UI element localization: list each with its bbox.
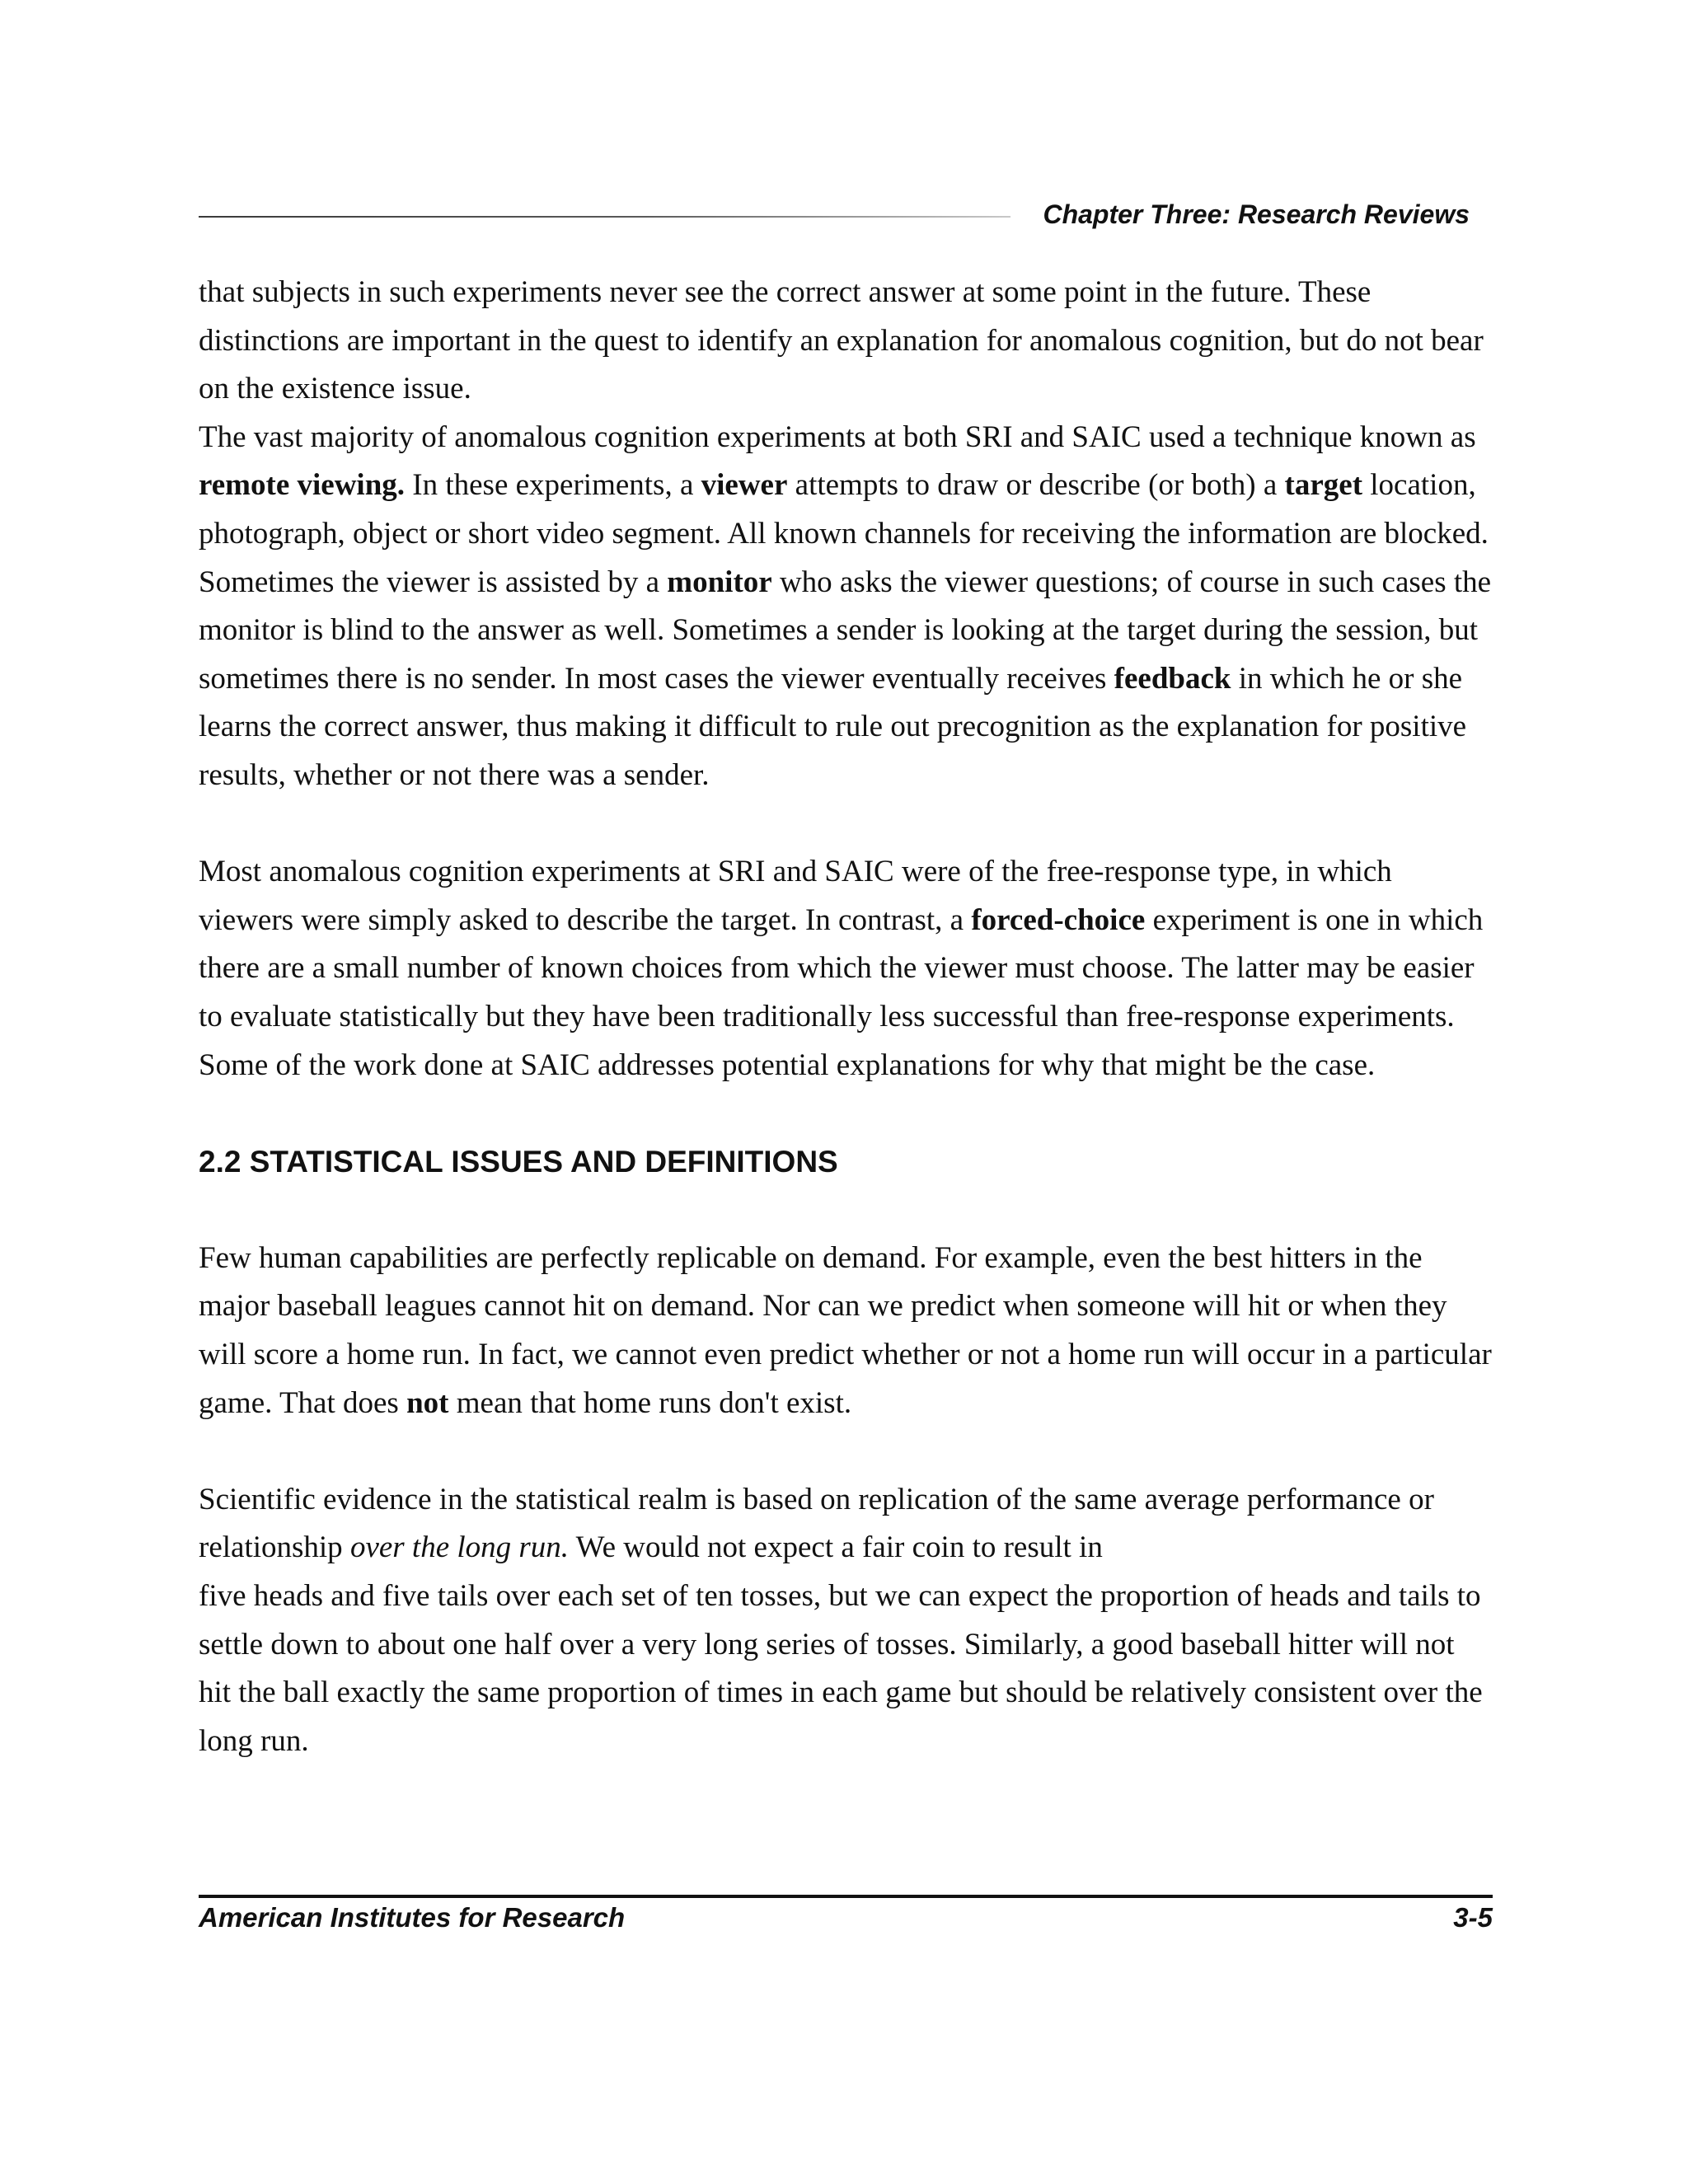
text-run: In these experiments, a: [405, 468, 701, 503]
text-run: in which he or she learns the correct answer, thus making it difficult to rule out precognition as the explanation for positive results, whether or not there was a sender.: [199, 661, 1467, 792]
page-number: 3-5: [1453, 1902, 1493, 1933]
term-monitor: monitor: [667, 565, 772, 599]
text-run: who asks the viewer questions; of course in such cases the monitor is blind to the answer as well. Sometimes a sender is looking at the target during the session, but sometimes there is no sender. In most cases the viewer eventually receives: [199, 565, 1492, 696]
paragraph-forced-choice: [199, 848, 1493, 1090]
text-run: The vast majority of anomalous cognition experiments at both SRI and SAIC used a technique known as: [199, 419, 1476, 454]
text-run: experiment is one in which there are a small number of known choices from which the viewer must choose. The latter may be easier to evaluate statistically but they have been traditionally less successful than free-response experiments. Some of the work done at SAIC addresses potential explanations for why that might be the case.: [199, 902, 1484, 1082]
paragraph-continued: [199, 269, 1493, 414]
term-forced-choice: forced-choice: [971, 902, 1146, 937]
emphasis-long-run: over the long run.: [349, 1530, 570, 1565]
text-run: Scientific evidence in the statistical realm is based on replication of the same average performance or relationship: [199, 1482, 1434, 1565]
paragraph-statistical-evidence: [199, 1476, 1493, 1766]
text-run: location, photograph, object or short video segment. All known channels for receiving the information are blocked. Sometimes the viewer is assisted by a: [199, 468, 1489, 599]
term-remote-viewing: remote viewing.: [199, 468, 406, 503]
text-run: attempts to draw or describe (or both) a: [787, 468, 1285, 503]
page-body: [199, 269, 1493, 1765]
header-rule: [199, 216, 1010, 218]
text-run: Few human capabilities are perfectly replicable on demand. For example, even the best hitters in the major baseball leagues cannot hit on demand. Nor can we predict when someone will hit or when they will score a home run. In fact, we cannot even predict whether or not a home run will occur in a particular game. That does: [199, 1240, 1492, 1420]
text-run: five heads and five tails over each set of ten tosses, but we can expect the proportion of heads and tails to settle down to about one half over a very long series of tosses. Similarly, a good baseball hitter will not hit the ball exactly the same proportion of times in each game but should be relatively consistent over the long run.: [199, 1579, 1483, 1758]
term-feedback: feedback: [1114, 661, 1231, 696]
footer-organization: American Institutes for Research: [199, 1902, 626, 1933]
paragraph-baseball: [199, 1235, 1493, 1427]
paragraph-remote-viewing: [199, 414, 1493, 800]
footer-rule: [199, 1895, 1493, 1898]
section-heading: 2.2 STATISTICAL ISSUES AND DEFINITIONS: [199, 1144, 838, 1179]
running-header: Chapter Three: Research Reviews: [1043, 199, 1470, 229]
term-not: not: [406, 1385, 449, 1420]
text-run: Most anomalous cognition experiments at SRI and SAIC were of the free-response type, in which viewers were simply asked to describe the target. In contrast, a: [199, 855, 1392, 937]
term-target: target: [1284, 468, 1363, 503]
paragraph-text: that subjects in such experiments never see the correct answer at some point in the future. These distinctions are important in the quest to identify an explanation for anomalous cognition, but do not bear on the existence issue.: [199, 275, 1484, 406]
text-run: mean that home runs don't exist.: [448, 1385, 852, 1420]
term-viewer: viewer: [701, 468, 788, 503]
text-run: We would not expect a fair coin to result in: [569, 1530, 1103, 1565]
